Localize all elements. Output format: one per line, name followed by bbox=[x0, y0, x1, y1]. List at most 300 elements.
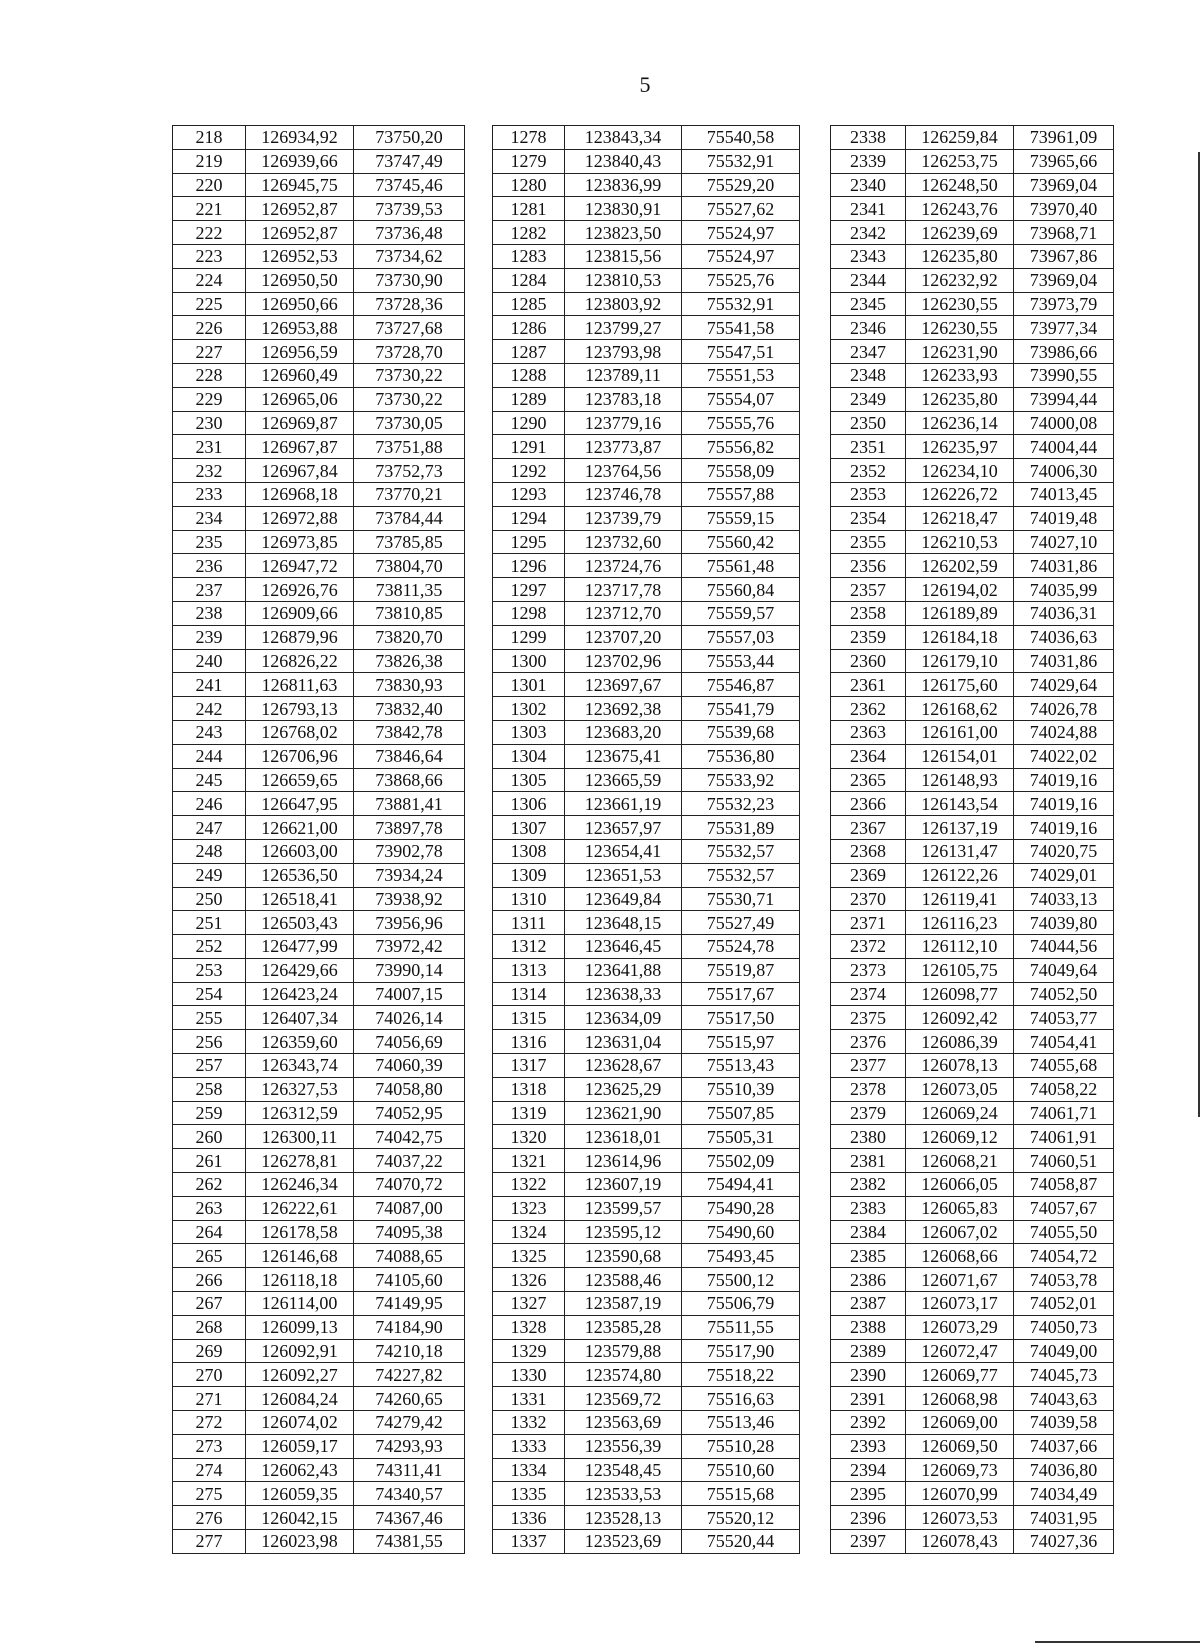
point-number-cell: 267 bbox=[173, 1292, 246, 1316]
point-number-cell: 1335 bbox=[493, 1482, 565, 1506]
y-coordinate-cell: 75541,58 bbox=[682, 316, 800, 340]
column-separator bbox=[800, 601, 831, 625]
y-coordinate-cell: 74036,63 bbox=[1014, 625, 1114, 649]
x-coordinate-cell: 126092,27 bbox=[246, 1363, 354, 1387]
column-separator bbox=[465, 792, 493, 816]
y-coordinate-cell: 73747,49 bbox=[354, 149, 465, 173]
x-coordinate-cell: 126945,75 bbox=[246, 173, 354, 197]
y-coordinate-cell: 74007,15 bbox=[354, 982, 465, 1006]
point-number-cell: 1334 bbox=[493, 1458, 565, 1482]
column-separator bbox=[800, 554, 831, 578]
column-separator bbox=[800, 411, 831, 435]
table-row bbox=[173, 1244, 1114, 1268]
point-number-cell: 1299 bbox=[493, 625, 565, 649]
column-separator bbox=[465, 482, 493, 506]
column-separator bbox=[800, 1482, 831, 1506]
page-number: 5 bbox=[639, 72, 651, 97]
point-number-cell: 255 bbox=[173, 1006, 246, 1030]
point-number-cell: 2359 bbox=[831, 625, 906, 649]
x-coordinate-cell: 123657,97 bbox=[565, 816, 682, 840]
point-number-cell: 1314 bbox=[493, 982, 565, 1006]
table-row bbox=[173, 530, 1114, 554]
y-coordinate-cell: 74026,78 bbox=[1014, 697, 1114, 721]
point-number-cell: 2346 bbox=[831, 316, 906, 340]
column-separator bbox=[800, 1030, 831, 1054]
point-number-cell: 235 bbox=[173, 530, 246, 554]
x-coordinate-cell: 126248,50 bbox=[906, 173, 1014, 197]
column-separator bbox=[465, 958, 493, 982]
point-number-cell: 2394 bbox=[831, 1458, 906, 1482]
x-coordinate-cell: 123590,68 bbox=[565, 1244, 682, 1268]
y-coordinate-cell: 74039,58 bbox=[1014, 1411, 1114, 1435]
point-number-cell: 2395 bbox=[831, 1482, 906, 1506]
x-coordinate-cell: 126926,76 bbox=[246, 578, 354, 602]
x-coordinate-cell: 123641,88 bbox=[565, 958, 682, 982]
x-coordinate-cell: 126154,01 bbox=[906, 744, 1014, 768]
point-number-cell: 2397 bbox=[831, 1530, 906, 1554]
column-separator bbox=[465, 1220, 493, 1244]
point-number-cell: 2364 bbox=[831, 744, 906, 768]
y-coordinate-cell: 75561,48 bbox=[682, 554, 800, 578]
column-separator bbox=[465, 982, 493, 1006]
column-separator bbox=[800, 292, 831, 316]
coordinates-table bbox=[172, 125, 1114, 1554]
column-separator bbox=[465, 649, 493, 673]
point-number-cell: 227 bbox=[173, 340, 246, 364]
point-number-cell: 1307 bbox=[493, 816, 565, 840]
point-number-cell: 2343 bbox=[831, 244, 906, 268]
y-coordinate-cell: 74061,91 bbox=[1014, 1125, 1114, 1149]
x-coordinate-cell: 123556,39 bbox=[565, 1434, 682, 1458]
x-coordinate-cell: 126965,06 bbox=[246, 387, 354, 411]
point-number-cell: 265 bbox=[173, 1244, 246, 1268]
point-number-cell: 1294 bbox=[493, 506, 565, 530]
x-coordinate-cell: 126278,81 bbox=[246, 1149, 354, 1173]
table-row bbox=[173, 911, 1114, 935]
point-number-cell: 262 bbox=[173, 1173, 246, 1197]
y-coordinate-cell: 73826,38 bbox=[354, 649, 465, 673]
x-coordinate-cell: 123651,53 bbox=[565, 863, 682, 887]
table-row bbox=[173, 649, 1114, 673]
point-number-cell: 1291 bbox=[493, 435, 565, 459]
x-coordinate-cell: 126934,92 bbox=[246, 126, 354, 150]
x-coordinate-cell: 126210,53 bbox=[906, 530, 1014, 554]
table-row bbox=[173, 1411, 1114, 1435]
y-coordinate-cell: 74039,80 bbox=[1014, 911, 1114, 935]
x-coordinate-cell: 123595,12 bbox=[565, 1220, 682, 1244]
x-coordinate-cell: 126246,34 bbox=[246, 1173, 354, 1197]
x-coordinate-cell: 126131,47 bbox=[906, 839, 1014, 863]
y-coordinate-cell: 75559,15 bbox=[682, 506, 800, 530]
point-number-cell: 2353 bbox=[831, 482, 906, 506]
point-number-cell: 275 bbox=[173, 1482, 246, 1506]
y-coordinate-cell: 75558,09 bbox=[682, 459, 800, 483]
y-coordinate-cell: 73977,34 bbox=[1014, 316, 1114, 340]
x-coordinate-cell: 123683,20 bbox=[565, 720, 682, 744]
y-coordinate-cell: 74087,00 bbox=[354, 1196, 465, 1220]
point-number-cell: 2373 bbox=[831, 958, 906, 982]
y-coordinate-cell: 73739,53 bbox=[354, 197, 465, 221]
column-separator bbox=[800, 173, 831, 197]
x-coordinate-cell: 123843,34 bbox=[565, 126, 682, 150]
table-row bbox=[173, 1458, 1114, 1482]
point-number-cell: 1281 bbox=[493, 197, 565, 221]
y-coordinate-cell: 73973,79 bbox=[1014, 292, 1114, 316]
y-coordinate-cell: 75507,85 bbox=[682, 1101, 800, 1125]
y-coordinate-cell: 75540,58 bbox=[682, 126, 800, 150]
point-number-cell: 2341 bbox=[831, 197, 906, 221]
x-coordinate-cell: 126953,88 bbox=[246, 316, 354, 340]
point-number-cell: 2374 bbox=[831, 982, 906, 1006]
point-number-cell: 2381 bbox=[831, 1149, 906, 1173]
table-row bbox=[173, 1220, 1114, 1244]
y-coordinate-cell: 75532,91 bbox=[682, 149, 800, 173]
point-number-cell: 219 bbox=[173, 149, 246, 173]
y-coordinate-cell: 73965,66 bbox=[1014, 149, 1114, 173]
column-separator bbox=[465, 1030, 493, 1054]
table-row bbox=[173, 1339, 1114, 1363]
y-coordinate-cell: 73752,73 bbox=[354, 459, 465, 483]
point-number-cell: 2357 bbox=[831, 578, 906, 602]
x-coordinate-cell: 123739,79 bbox=[565, 506, 682, 530]
y-coordinate-cell: 73881,41 bbox=[354, 792, 465, 816]
x-coordinate-cell: 123810,53 bbox=[565, 268, 682, 292]
point-number-cell: 2391 bbox=[831, 1387, 906, 1411]
x-coordinate-cell: 123548,45 bbox=[565, 1458, 682, 1482]
y-coordinate-cell: 74000,08 bbox=[1014, 411, 1114, 435]
point-number-cell: 274 bbox=[173, 1458, 246, 1482]
y-coordinate-cell: 74037,66 bbox=[1014, 1434, 1114, 1458]
point-number-cell: 2384 bbox=[831, 1220, 906, 1244]
point-number-cell: 253 bbox=[173, 958, 246, 982]
y-coordinate-cell: 75506,79 bbox=[682, 1292, 800, 1316]
point-number-cell: 269 bbox=[173, 1339, 246, 1363]
y-coordinate-cell: 74070,72 bbox=[354, 1173, 465, 1197]
column-separator bbox=[800, 506, 831, 530]
point-number-cell: 268 bbox=[173, 1315, 246, 1339]
y-coordinate-cell: 73730,22 bbox=[354, 387, 465, 411]
y-coordinate-cell: 73846,64 bbox=[354, 744, 465, 768]
x-coordinate-cell: 123779,16 bbox=[565, 411, 682, 435]
x-coordinate-cell: 123523,69 bbox=[565, 1530, 682, 1554]
y-coordinate-cell: 74037,22 bbox=[354, 1149, 465, 1173]
y-coordinate-cell: 73990,14 bbox=[354, 958, 465, 982]
x-coordinate-cell: 126235,80 bbox=[906, 387, 1014, 411]
x-coordinate-cell: 123697,67 bbox=[565, 673, 682, 697]
x-coordinate-cell: 123793,98 bbox=[565, 340, 682, 364]
x-coordinate-cell: 126950,50 bbox=[246, 268, 354, 292]
point-number-cell: 1337 bbox=[493, 1530, 565, 1554]
y-coordinate-cell: 74381,55 bbox=[354, 1530, 465, 1554]
x-coordinate-cell: 126253,75 bbox=[906, 149, 1014, 173]
point-number-cell: 2388 bbox=[831, 1315, 906, 1339]
y-coordinate-cell: 74026,14 bbox=[354, 1006, 465, 1030]
table-row bbox=[173, 887, 1114, 911]
point-number-cell: 1330 bbox=[493, 1363, 565, 1387]
y-coordinate-cell: 75494,41 bbox=[682, 1173, 800, 1197]
y-coordinate-cell: 74340,57 bbox=[354, 1482, 465, 1506]
y-coordinate-cell: 75500,12 bbox=[682, 1268, 800, 1292]
column-separator bbox=[800, 1149, 831, 1173]
y-coordinate-cell: 73868,66 bbox=[354, 768, 465, 792]
column-separator bbox=[800, 863, 831, 887]
table-row bbox=[173, 1054, 1114, 1078]
column-separator bbox=[465, 744, 493, 768]
x-coordinate-cell: 126952,87 bbox=[246, 221, 354, 245]
y-coordinate-cell: 73750,20 bbox=[354, 126, 465, 150]
x-coordinate-cell: 126343,74 bbox=[246, 1054, 354, 1078]
point-number-cell: 1283 bbox=[493, 244, 565, 268]
y-coordinate-cell: 75532,57 bbox=[682, 863, 800, 887]
point-number-cell: 238 bbox=[173, 601, 246, 625]
x-coordinate-cell: 126952,53 bbox=[246, 244, 354, 268]
point-number-cell: 1312 bbox=[493, 935, 565, 959]
table-row bbox=[173, 221, 1114, 245]
y-coordinate-cell: 73770,21 bbox=[354, 482, 465, 506]
column-separator bbox=[800, 363, 831, 387]
y-coordinate-cell: 75546,87 bbox=[682, 673, 800, 697]
point-number-cell: 2383 bbox=[831, 1196, 906, 1220]
x-coordinate-cell: 123569,72 bbox=[565, 1387, 682, 1411]
table-row bbox=[173, 292, 1114, 316]
y-coordinate-cell: 75520,12 bbox=[682, 1506, 800, 1530]
point-number-cell: 1318 bbox=[493, 1077, 565, 1101]
y-coordinate-cell: 74020,75 bbox=[1014, 839, 1114, 863]
table-row bbox=[173, 697, 1114, 721]
point-number-cell: 221 bbox=[173, 197, 246, 221]
column-separator bbox=[465, 1268, 493, 1292]
x-coordinate-cell: 123631,04 bbox=[565, 1030, 682, 1054]
x-coordinate-cell: 126236,14 bbox=[906, 411, 1014, 435]
column-separator bbox=[465, 1292, 493, 1316]
y-coordinate-cell: 74105,60 bbox=[354, 1268, 465, 1292]
y-coordinate-cell: 75556,82 bbox=[682, 435, 800, 459]
point-number-cell: 1316 bbox=[493, 1030, 565, 1054]
y-coordinate-cell: 75547,51 bbox=[682, 340, 800, 364]
column-separator bbox=[465, 1101, 493, 1125]
y-coordinate-cell: 73734,62 bbox=[354, 244, 465, 268]
y-coordinate-cell: 75513,43 bbox=[682, 1054, 800, 1078]
x-coordinate-cell: 126069,24 bbox=[906, 1101, 1014, 1125]
column-separator bbox=[465, 316, 493, 340]
point-number-cell: 224 bbox=[173, 268, 246, 292]
point-number-cell: 1290 bbox=[493, 411, 565, 435]
x-coordinate-cell: 126065,83 bbox=[906, 1196, 1014, 1220]
column-separator bbox=[800, 697, 831, 721]
x-coordinate-cell: 123563,69 bbox=[565, 1411, 682, 1435]
column-separator bbox=[465, 1196, 493, 1220]
x-coordinate-cell: 126603,00 bbox=[246, 839, 354, 863]
y-coordinate-cell: 74035,99 bbox=[1014, 578, 1114, 602]
x-coordinate-cell: 123585,28 bbox=[565, 1315, 682, 1339]
point-number-cell: 2392 bbox=[831, 1411, 906, 1435]
y-coordinate-cell: 73967,86 bbox=[1014, 244, 1114, 268]
point-number-cell: 1303 bbox=[493, 720, 565, 744]
y-coordinate-cell: 73990,55 bbox=[1014, 363, 1114, 387]
y-coordinate-cell: 75515,68 bbox=[682, 1482, 800, 1506]
x-coordinate-cell: 126069,00 bbox=[906, 1411, 1014, 1435]
point-number-cell: 2352 bbox=[831, 459, 906, 483]
column-separator bbox=[465, 387, 493, 411]
table-row bbox=[173, 173, 1114, 197]
x-coordinate-cell: 126956,59 bbox=[246, 340, 354, 364]
column-separator bbox=[800, 1220, 831, 1244]
x-coordinate-cell: 126423,24 bbox=[246, 982, 354, 1006]
point-number-cell: 2358 bbox=[831, 601, 906, 625]
table-row bbox=[173, 1315, 1114, 1339]
table-body bbox=[173, 126, 1114, 1554]
x-coordinate-cell: 126114,00 bbox=[246, 1292, 354, 1316]
x-coordinate-cell: 126067,02 bbox=[906, 1220, 1014, 1244]
point-number-cell: 218 bbox=[173, 126, 246, 150]
point-number-cell: 256 bbox=[173, 1030, 246, 1054]
y-coordinate-cell: 73972,42 bbox=[354, 935, 465, 959]
point-number-cell: 1285 bbox=[493, 292, 565, 316]
x-coordinate-cell: 123649,84 bbox=[565, 887, 682, 911]
x-coordinate-cell: 126069,50 bbox=[906, 1434, 1014, 1458]
x-coordinate-cell: 126068,98 bbox=[906, 1387, 1014, 1411]
x-coordinate-cell: 126137,19 bbox=[906, 816, 1014, 840]
table-row bbox=[173, 1434, 1114, 1458]
column-separator bbox=[800, 1101, 831, 1125]
column-separator bbox=[800, 792, 831, 816]
column-separator bbox=[800, 530, 831, 554]
y-coordinate-cell: 75532,91 bbox=[682, 292, 800, 316]
column-separator bbox=[800, 1077, 831, 1101]
column-separator bbox=[465, 935, 493, 959]
point-number-cell: 260 bbox=[173, 1125, 246, 1149]
point-number-cell: 1282 bbox=[493, 221, 565, 245]
y-coordinate-cell: 75517,50 bbox=[682, 1006, 800, 1030]
x-coordinate-cell: 126069,73 bbox=[906, 1458, 1014, 1482]
x-coordinate-cell: 123638,33 bbox=[565, 982, 682, 1006]
y-coordinate-cell: 74058,87 bbox=[1014, 1173, 1114, 1197]
point-number-cell: 1336 bbox=[493, 1506, 565, 1530]
y-coordinate-cell: 73902,78 bbox=[354, 839, 465, 863]
column-separator bbox=[800, 982, 831, 1006]
column-separator bbox=[800, 340, 831, 364]
x-coordinate-cell: 123618,01 bbox=[565, 1125, 682, 1149]
y-coordinate-cell: 73934,24 bbox=[354, 863, 465, 887]
x-coordinate-cell: 126811,63 bbox=[246, 673, 354, 697]
table-row bbox=[173, 792, 1114, 816]
column-separator bbox=[465, 1363, 493, 1387]
point-number-cell: 1309 bbox=[493, 863, 565, 887]
table-row bbox=[173, 982, 1114, 1006]
point-number-cell: 1311 bbox=[493, 911, 565, 935]
y-coordinate-cell: 74006,30 bbox=[1014, 459, 1114, 483]
y-coordinate-cell: 75527,49 bbox=[682, 911, 800, 935]
column-separator bbox=[800, 1292, 831, 1316]
column-separator bbox=[800, 1434, 831, 1458]
column-separator bbox=[800, 316, 831, 340]
point-number-cell: 1289 bbox=[493, 387, 565, 411]
x-coordinate-cell: 126952,87 bbox=[246, 197, 354, 221]
point-number-cell: 2355 bbox=[831, 530, 906, 554]
x-coordinate-cell: 126118,18 bbox=[246, 1268, 354, 1292]
x-coordinate-cell: 126939,66 bbox=[246, 149, 354, 173]
x-coordinate-cell: 126072,47 bbox=[906, 1339, 1014, 1363]
point-number-cell: 1324 bbox=[493, 1220, 565, 1244]
y-coordinate-cell: 75524,78 bbox=[682, 935, 800, 959]
point-number-cell: 1321 bbox=[493, 1149, 565, 1173]
column-separator bbox=[800, 1173, 831, 1197]
point-number-cell: 2376 bbox=[831, 1030, 906, 1054]
x-coordinate-cell: 126233,93 bbox=[906, 363, 1014, 387]
x-coordinate-cell: 126122,26 bbox=[906, 863, 1014, 887]
y-coordinate-cell: 75510,39 bbox=[682, 1077, 800, 1101]
point-number-cell: 2370 bbox=[831, 887, 906, 911]
point-number-cell: 1292 bbox=[493, 459, 565, 483]
x-coordinate-cell: 126189,89 bbox=[906, 601, 1014, 625]
x-coordinate-cell: 126092,91 bbox=[246, 1339, 354, 1363]
table-row bbox=[173, 506, 1114, 530]
x-coordinate-cell: 123634,09 bbox=[565, 1006, 682, 1030]
point-number-cell: 2338 bbox=[831, 126, 906, 150]
table-row bbox=[173, 816, 1114, 840]
y-coordinate-cell: 75502,09 bbox=[682, 1149, 800, 1173]
x-coordinate-cell: 126239,69 bbox=[906, 221, 1014, 245]
y-coordinate-cell: 75560,42 bbox=[682, 530, 800, 554]
point-number-cell: 2340 bbox=[831, 173, 906, 197]
y-coordinate-cell: 73961,09 bbox=[1014, 126, 1114, 150]
x-coordinate-cell: 126023,98 bbox=[246, 1530, 354, 1554]
y-coordinate-cell: 75510,60 bbox=[682, 1458, 800, 1482]
table-row bbox=[173, 554, 1114, 578]
x-coordinate-cell: 126116,23 bbox=[906, 911, 1014, 935]
point-number-cell: 2356 bbox=[831, 554, 906, 578]
point-number-cell: 245 bbox=[173, 768, 246, 792]
point-number-cell: 2378 bbox=[831, 1077, 906, 1101]
table-row bbox=[173, 340, 1114, 364]
point-number-cell: 261 bbox=[173, 1149, 246, 1173]
point-number-cell: 246 bbox=[173, 792, 246, 816]
x-coordinate-cell: 123764,56 bbox=[565, 459, 682, 483]
y-coordinate-cell: 74052,01 bbox=[1014, 1292, 1114, 1316]
column-separator bbox=[465, 149, 493, 173]
column-separator bbox=[800, 935, 831, 959]
x-coordinate-cell: 126070,99 bbox=[906, 1482, 1014, 1506]
x-coordinate-cell: 126105,75 bbox=[906, 958, 1014, 982]
y-coordinate-cell: 73730,22 bbox=[354, 363, 465, 387]
y-coordinate-cell: 74004,44 bbox=[1014, 435, 1114, 459]
x-coordinate-cell: 126112,10 bbox=[906, 935, 1014, 959]
column-separator bbox=[800, 673, 831, 697]
column-separator bbox=[800, 1339, 831, 1363]
point-number-cell: 1325 bbox=[493, 1244, 565, 1268]
point-number-cell: 2385 bbox=[831, 1244, 906, 1268]
point-number-cell: 1301 bbox=[493, 673, 565, 697]
column-separator bbox=[800, 887, 831, 911]
table-row bbox=[173, 197, 1114, 221]
x-coordinate-cell: 126073,17 bbox=[906, 1292, 1014, 1316]
table-row bbox=[173, 744, 1114, 768]
x-coordinate-cell: 123799,27 bbox=[565, 316, 682, 340]
y-coordinate-cell: 75532,57 bbox=[682, 839, 800, 863]
point-number-cell: 1323 bbox=[493, 1196, 565, 1220]
point-number-cell: 273 bbox=[173, 1434, 246, 1458]
table-row bbox=[173, 435, 1114, 459]
point-number-cell: 1328 bbox=[493, 1315, 565, 1339]
y-coordinate-cell: 75551,53 bbox=[682, 363, 800, 387]
point-number-cell: 259 bbox=[173, 1101, 246, 1125]
point-number-cell: 270 bbox=[173, 1363, 246, 1387]
column-separator bbox=[800, 482, 831, 506]
point-number-cell: 1327 bbox=[493, 1292, 565, 1316]
y-coordinate-cell: 74027,10 bbox=[1014, 530, 1114, 554]
table-row bbox=[173, 1268, 1114, 1292]
x-coordinate-cell: 126068,21 bbox=[906, 1149, 1014, 1173]
